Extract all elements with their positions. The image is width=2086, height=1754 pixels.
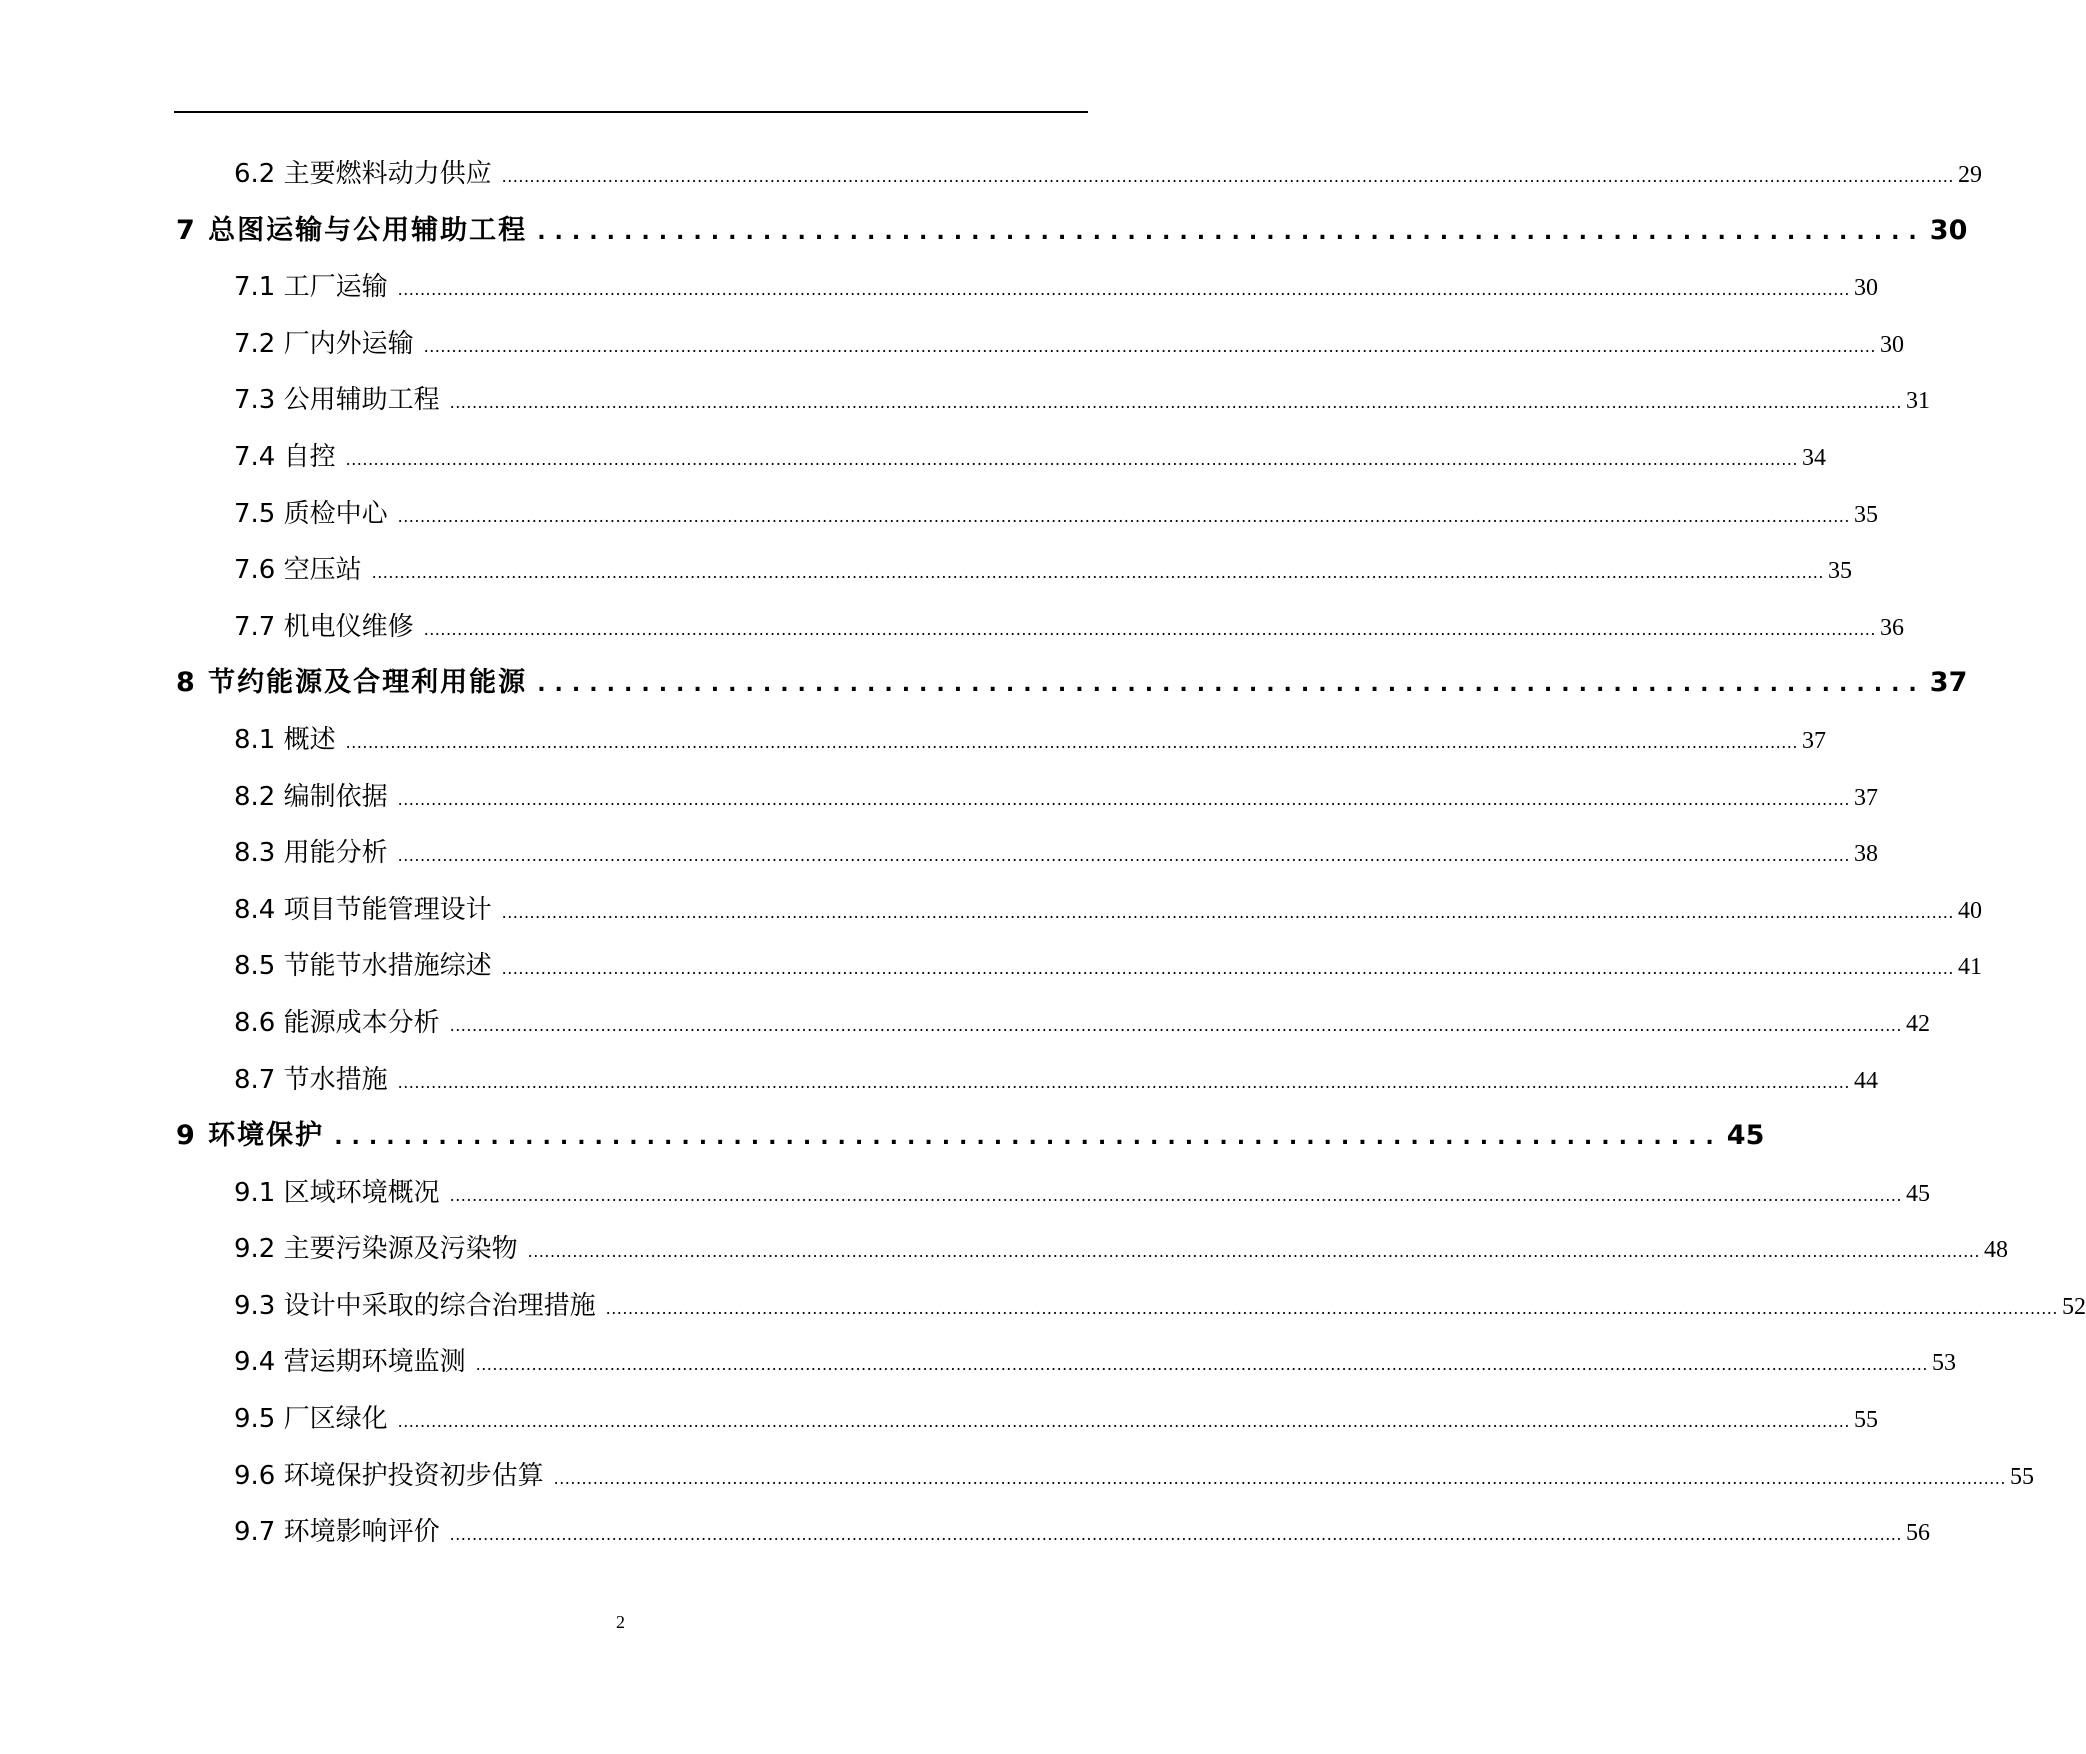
toc-entry-page: 36 bbox=[1879, 614, 1904, 641]
toc-dot-leader: .................................................................................................................................................................................................................................................................... bbox=[605, 1298, 2058, 1318]
toc-dot-leader: .................................................................................................................................................................................................................................................................... bbox=[397, 789, 1850, 809]
toc-dot-leader: .................................................................................................................................................................................................................................................................... bbox=[449, 1525, 1902, 1545]
toc-section-entry[interactable] bbox=[176, 938, 1982, 995]
toc-entry-page: 55 bbox=[2009, 1463, 2034, 1490]
toc-dot-leader: .................................................................................................................................................................................................................................................................... bbox=[397, 280, 1850, 300]
toc-chapter-entry[interactable] bbox=[176, 1108, 1765, 1165]
toc-section-entry[interactable] bbox=[176, 599, 1904, 656]
toc-entry-page: 38 bbox=[1853, 841, 1878, 868]
toc-section-entry[interactable] bbox=[176, 259, 1878, 316]
toc-dot-leader: .................................................................................................................................................................................................................................................................... bbox=[553, 1468, 2006, 1488]
toc-entry-page: 29 bbox=[1957, 162, 1982, 188]
toc-entry-label: 7 总图运输与公用辅助工程 bbox=[176, 214, 528, 246]
toc-entry-label: 9 环境保护 bbox=[176, 1120, 325, 1152]
toc-dot-leader: .................................................................................................................................................................................................................................................................... bbox=[527, 1242, 1980, 1262]
toc-dot-leader: .................................................................................................................................................................................................................................................................... bbox=[397, 846, 1850, 866]
toc-section-entry[interactable] bbox=[176, 825, 1878, 882]
toc-entry-label: 9.2 主要污染源及污染物 bbox=[234, 1234, 518, 1265]
toc-section-entry[interactable] bbox=[176, 995, 1930, 1052]
toc-dot-leader: .................................................................................................................................................................................................................................................................... bbox=[423, 619, 1876, 639]
toc-entry-page: 35 bbox=[1853, 501, 1878, 528]
toc-section-entry[interactable] bbox=[176, 486, 1878, 543]
toc-entry-label: 9.3 设计中采取的综合治理措施 bbox=[234, 1290, 596, 1321]
toc-entry-page: 55 bbox=[1853, 1407, 1878, 1434]
toc-entry-label: 9.1 区域环境概况 bbox=[234, 1177, 440, 1208]
toc-section-entry[interactable] bbox=[176, 1221, 2008, 1278]
toc-entry-label: 7.2 厂内外运输 bbox=[234, 328, 414, 359]
toc-dot-leader: .................................................................................................................................................................................................................................................................... bbox=[501, 902, 1954, 922]
toc-section-entry[interactable] bbox=[176, 372, 1930, 429]
toc-entry-label: 9.6 环境保护投资初步估算 bbox=[234, 1460, 544, 1491]
toc-entry-label: 6.2 主要燃料动力供应 bbox=[234, 159, 492, 189]
toc-entry-label: 8.6 能源成本分析 bbox=[234, 1007, 440, 1038]
toc-entry-label: 8.7 节水措施 bbox=[234, 1064, 388, 1095]
toc-chapter-entry[interactable] bbox=[176, 203, 1968, 260]
toc-dot-leader: .................................................................................................................................................................................................................................................................... bbox=[397, 1412, 1850, 1432]
toc-entry-label: 7.7 机电仪维修 bbox=[234, 611, 414, 642]
toc-chapter-entry[interactable] bbox=[176, 655, 1968, 712]
toc-section-entry[interactable] bbox=[176, 146, 1982, 203]
page-number: 2 bbox=[616, 1612, 625, 1632]
toc-entry-page: 53 bbox=[1931, 1350, 1956, 1377]
toc-entry-page: 37 bbox=[1853, 784, 1878, 811]
toc-section-entry[interactable] bbox=[176, 1278, 2086, 1335]
toc-section-entry[interactable] bbox=[176, 1052, 1878, 1109]
toc-dot-leader: .................................................................................................................................................................................................................................................................... bbox=[397, 506, 1850, 526]
toc-dot-leader: .................................................................................................................................................................................................................................................................... bbox=[423, 336, 1876, 356]
toc-section-entry[interactable] bbox=[176, 1391, 1878, 1448]
toc-dot-leader: .................................................................................................................................................................................................................................................................... bbox=[345, 732, 1798, 752]
toc-entry-label: 8.4 项目节能管理设计 bbox=[234, 894, 492, 925]
toc-entry-label: 9.5 厂区绿化 bbox=[234, 1404, 388, 1435]
toc-entry-label: 7.6 空压站 bbox=[234, 555, 362, 586]
toc-entry-page: 30 bbox=[1853, 275, 1878, 302]
toc-entry-label: 8 节约能源及合理利用能源 bbox=[176, 667, 528, 699]
toc-entry-page: 45 bbox=[1905, 1180, 1930, 1207]
toc-dot-leader: .................................................................................................................................................................................................................................................................... bbox=[449, 1185, 1902, 1205]
toc-entry-label: 7.5 质检中心 bbox=[234, 498, 388, 529]
toc-section-entry[interactable] bbox=[176, 1334, 1956, 1391]
toc-entry-page: 30 bbox=[1879, 331, 1904, 358]
toc-section-entry[interactable] bbox=[176, 1504, 1930, 1561]
toc-dot-leader: ................................................................................ bbox=[334, 1125, 1723, 1151]
toc-entry-page: 40 bbox=[1957, 897, 1982, 924]
toc-section-entry[interactable] bbox=[176, 1165, 1930, 1222]
toc-dot-leader: .................................................................................................................................................................................................................................................................... bbox=[371, 563, 1824, 583]
toc-entry-page: 37 bbox=[1929, 667, 1968, 699]
toc-section-entry[interactable] bbox=[176, 316, 1904, 373]
toc-entry-label: 9.7 环境影响评价 bbox=[234, 1517, 440, 1548]
toc-entry-page: 34 bbox=[1801, 444, 1826, 471]
toc-section-entry[interactable] bbox=[176, 429, 1826, 486]
toc-dot-leader: .................................................................................................................................................................................................................................................................... bbox=[449, 1015, 1902, 1035]
toc-dot-leader: ................................................................................ bbox=[537, 672, 1926, 698]
toc-section-entry[interactable] bbox=[176, 769, 1878, 826]
toc-dot-leader: .................................................................................................................................................................................................................................................................... bbox=[475, 1355, 1928, 1375]
toc-entry-label: 8.2 编制依据 bbox=[234, 781, 388, 812]
toc-entry-page: 44 bbox=[1853, 1067, 1878, 1094]
toc-dot-leader: .................................................................................................................................................................................................................................................................... bbox=[345, 449, 1798, 469]
toc-section-entry[interactable] bbox=[176, 882, 1982, 939]
toc-entry-label: 8.5 节能节水措施综述 bbox=[234, 951, 492, 982]
toc-dot-leader: .................................................................................................................................................................................................................................................................... bbox=[449, 393, 1902, 413]
toc-entry-label: 8.3 用能分析 bbox=[234, 838, 388, 869]
toc-entry-page: 56 bbox=[1905, 1520, 1930, 1547]
toc-entry-label: 7.1 工厂运输 bbox=[234, 272, 388, 303]
table-of-contents bbox=[176, 146, 2086, 1561]
toc-entry-page: 52 bbox=[2061, 1293, 2086, 1320]
toc-dot-leader: .................................................................................................................................................................................................................................................................... bbox=[397, 1072, 1850, 1092]
toc-dot-leader: ................................................................................ bbox=[537, 219, 1926, 245]
toc-entry-label: 8.1 概述 bbox=[234, 724, 336, 755]
toc-entry-page: 42 bbox=[1905, 1010, 1930, 1037]
toc-dot-leader: .................................................................................................................................................................................................................................................................... bbox=[501, 959, 1954, 979]
toc-entry-label: 7.4 自控 bbox=[234, 441, 336, 472]
toc-entry-page: 48 bbox=[1983, 1237, 2008, 1264]
toc-entry-page: 45 bbox=[1726, 1120, 1765, 1152]
toc-entry-page: 30 bbox=[1929, 214, 1968, 246]
toc-entry-label: 9.4 营运期环境监测 bbox=[234, 1347, 466, 1378]
header-rule bbox=[174, 111, 1088, 113]
toc-section-entry[interactable] bbox=[176, 1448, 2034, 1505]
toc-dot-leader: .................................................................................................................................................................................................................................................................... bbox=[501, 167, 1954, 186]
toc-section-entry[interactable] bbox=[176, 712, 1826, 769]
toc-entry-page: 37 bbox=[1801, 727, 1826, 754]
toc-entry-page: 41 bbox=[1957, 954, 1982, 981]
toc-entry-page: 31 bbox=[1905, 388, 1930, 415]
toc-section-entry[interactable] bbox=[176, 542, 1852, 599]
toc-entry-page: 35 bbox=[1827, 558, 1852, 585]
toc-entry-label: 7.3 公用辅助工程 bbox=[234, 385, 440, 416]
